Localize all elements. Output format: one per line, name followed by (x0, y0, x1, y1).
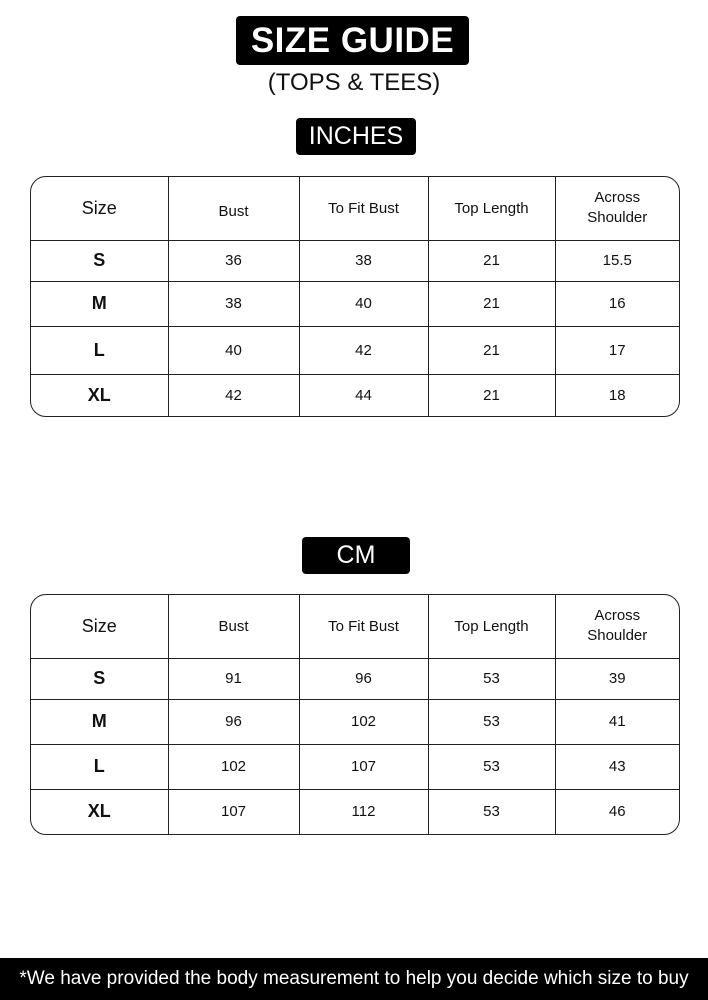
bust-cell: 91 (168, 658, 299, 699)
to-fit-bust-cell: 44 (299, 374, 428, 416)
table-header-row (31, 177, 679, 240)
cm-size-table (30, 594, 680, 835)
column-header-top-length: Top Length (428, 177, 555, 240)
bust-cell: 102 (168, 744, 299, 789)
across-shoulder-cell: 18 (608, 386, 626, 404)
column-header-bust: Bust (168, 595, 299, 658)
size-cell: XL (31, 789, 168, 834)
column-header-size: Size (31, 177, 168, 240)
across-shoulder-cell: 46 (608, 803, 626, 821)
column-header-to-fit-bust: To Fit Bust (299, 177, 428, 240)
across-shoulder-cell: 43 (555, 744, 679, 789)
table-row (31, 281, 679, 326)
top-length-cell: 21 (428, 240, 555, 281)
top-length-cell: 53 (428, 699, 555, 744)
table-row (31, 374, 679, 416)
table-row (31, 326, 679, 374)
page-subtitle: (TOPS & TEES) (267, 69, 441, 96)
top-length-cell: 21 (428, 281, 555, 326)
bust-cell: 96 (168, 699, 299, 744)
column-header-top-length: Top Length (428, 595, 555, 658)
size-cell: S (31, 658, 168, 699)
size-cell: M (31, 699, 168, 744)
top-length-cell: 21 (428, 374, 555, 416)
cm-badge: CM (302, 537, 410, 574)
top-length-cell: 53 (428, 789, 555, 834)
column-header-across-shoulder: Across Shoulder (555, 177, 679, 240)
table-row (31, 658, 679, 699)
page-title: SIZE GUIDE (236, 16, 469, 65)
size-cell: L (31, 744, 168, 789)
column-header-bust: Bust (168, 177, 299, 240)
size-cell: S (31, 240, 168, 281)
bust-cell: 36 (168, 240, 299, 281)
column-header-size: Size (31, 595, 168, 658)
across-shoulder-cell: 16 (555, 281, 679, 326)
table-header-row (31, 595, 679, 658)
to-fit-bust-cell: 38 (299, 240, 428, 281)
size-cell: L (31, 326, 168, 374)
column-header-to-fit-bust: To Fit Bust (299, 595, 428, 658)
top-length-cell: 53 (428, 744, 555, 789)
to-fit-bust-cell: 107 (299, 744, 428, 789)
inches-badge: INCHES (296, 118, 416, 155)
to-fit-bust-cell: 102 (299, 699, 428, 744)
bust-cell: 42 (168, 374, 299, 416)
top-length-cell: 21 (428, 326, 555, 374)
size-cell: M (31, 281, 168, 326)
to-fit-bust-cell: 96 (299, 658, 428, 699)
inches-size-table (30, 176, 680, 417)
table-row (31, 240, 679, 281)
top-length-cell: 53 (428, 658, 555, 699)
across-shoulder-cell: 17 (555, 326, 679, 374)
to-fit-bust-cell: 112 (299, 789, 428, 834)
across-shoulder-cell: 41 (555, 699, 679, 744)
footer-note: *We have provided the body measurement to help you decide which size to buy (0, 958, 708, 1000)
across-shoulder-cell: 39 (555, 658, 679, 699)
bust-cell: 107 (168, 789, 299, 834)
table-row (31, 699, 679, 744)
to-fit-bust-cell: 40 (299, 281, 428, 326)
table-row (31, 744, 679, 789)
bust-cell: 38 (168, 281, 299, 326)
bust-cell: 40 (168, 326, 299, 374)
table-row (31, 789, 679, 834)
size-cell: XL (31, 374, 168, 416)
across-shoulder-cell: 15.5 (555, 240, 679, 281)
column-header-across-shoulder: Across Shoulder (555, 595, 679, 658)
to-fit-bust-cell: 42 (299, 326, 428, 374)
